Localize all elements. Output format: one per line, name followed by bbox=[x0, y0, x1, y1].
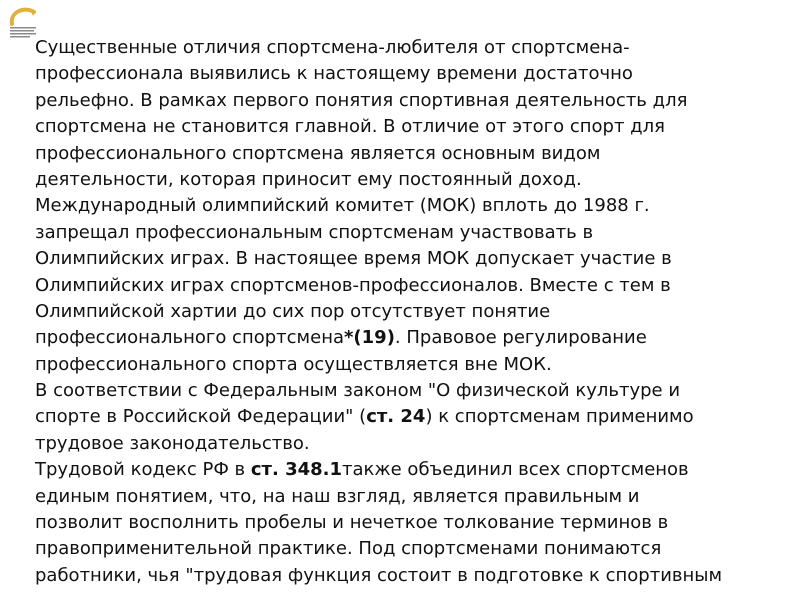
text-line-9: Олимпийских играх. В настоящее время МОК допускает участие в bbox=[35, 248, 672, 270]
text-line-19: позволит восполнить пробелы и нечеткое толкование терминов в bbox=[35, 512, 669, 534]
text-line-5: профессионального спортсмена является основным видом bbox=[35, 142, 601, 164]
text-line-15: спорте в Российской Федерации" (ст. 24) к спортсменам применимо bbox=[35, 406, 694, 428]
text-line-20: правоприменительной практике. Под спортсменами понимаются bbox=[35, 538, 662, 560]
text-line-2: профессионала выявились к настоящему времени достаточно bbox=[35, 63, 633, 85]
article-ref-24[interactable]: ст. 24 bbox=[366, 406, 426, 428]
text-line-17: Трудовой кодекс РФ в ст. 348.1также объединил всех спортсменов bbox=[35, 459, 689, 481]
footnote-ref[interactable]: *(19) bbox=[344, 327, 395, 349]
text-line-7: Международный олимпийский комитет (МОК) вплоть до 1988 г. bbox=[35, 195, 650, 217]
text-line-14: В соответствии с Федеральным законом "О физической культуре и bbox=[35, 380, 681, 402]
text-line-11: Олимпийской хартии до сих пор отсутствует понятие bbox=[35, 300, 551, 322]
text-line-16: трудовое законодательство. bbox=[35, 432, 310, 454]
document-text bbox=[35, 35, 795, 589]
text-line-1: Существенные отличия спортсмена-любителя от спортсмена- bbox=[35, 37, 630, 58]
text-line-12: профессионального спортсмена*(19). Правовое регулирование bbox=[35, 327, 647, 349]
article-ref-348-1[interactable]: ст. 348.1 bbox=[250, 459, 343, 481]
text-line-18: единым понятием, что, на наш взгляд, является правильным и bbox=[35, 485, 640, 507]
text-line-3: рельефно. В рамках первого понятия спортивная деятельность для bbox=[35, 89, 688, 111]
text-line-13: профессионального спорта осуществляется вне МОК. bbox=[35, 353, 552, 375]
text-line-4: спортсмена не становится главной. В отличие от этого спорт для bbox=[35, 116, 665, 138]
text-line-10: Олимпийских играх спортсменов-профессионалов. Вместе с тем в bbox=[35, 274, 671, 296]
text-line-8: запрещал профессиональным спортсменам участвовать в bbox=[35, 221, 594, 243]
text-line-6: деятельности, которая приносит ему постоянный доход. bbox=[35, 168, 582, 190]
text-line-21: работники, чья "трудовая функция состоит в подготовке к спортивным bbox=[35, 564, 723, 586]
